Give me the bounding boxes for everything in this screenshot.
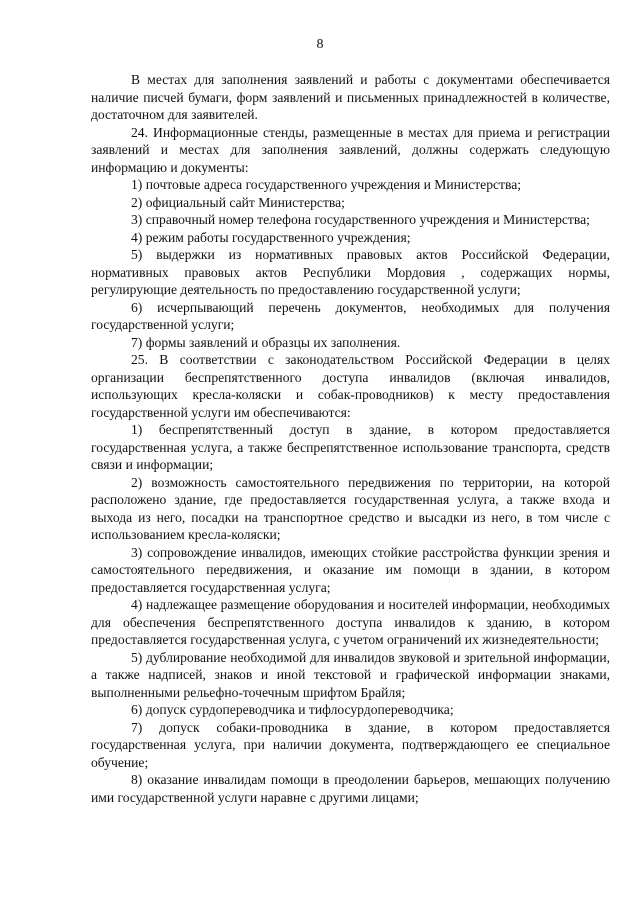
list-item: 1) почтовые адреса государственного учреждения и Министерства; <box>131 177 522 192</box>
list-item: 3) справочный номер телефона государственного учреждения и Министерства; <box>131 212 590 227</box>
list-item: 4) режим работы государственного учреждения; <box>131 229 411 245</box>
document-body <box>91 71 610 806</box>
list-item: 8) оказание инвалидам помощи в преодолении барьеров, мешающих получению ими государственной услуги наравне с другими лицами; <box>91 772 610 805</box>
list-item: 7) допуск собаки-проводника в здание, в котором предоставляется государственная услуга, при наличии документа, подтверждающего ее специальное обучение; <box>91 719 610 770</box>
page-number: 8 <box>316 37 324 52</box>
list-item: 2) возможность самостоятельного передвижения по территории, на которой расположено здание, где предоставляется государственная услуга, а также входа и выхода из него, посадки на транспортное средство и высадки из него, в том числе с использованием кресла-коляски; <box>91 474 610 542</box>
paragraph: В местах для заполнения заявлений и работы с документами обеспечивается наличие писчей бумаги, форм заявлений и письменных принадлежностей в количестве, достаточном для заявителей. <box>91 72 610 122</box>
list-item: 5) дублирование необходимой для инвалидов звуковой и зрительной информации, а также надписей, знаков и иной текстовой и графической информации знаками, выполненными рельефно-точечным шрифтом Брайля; <box>91 649 610 700</box>
list-item: 6) допуск сурдопереводчика и тифлосурдопереводчика; <box>131 702 454 717</box>
paragraph: 25. В соответствии с законодательством Российской Федерации в целях организации беспрепятственного доступа инвалидов (включая инвалидов, использующих кресла-коляски и собак-проводников) к месту предоставления государственной услуги им обеспечиваются: <box>91 352 610 420</box>
list-item: 2) официальный сайт Министерства; <box>131 194 345 210</box>
paragraph: 24. Информационные стенды, размещенные в местах для приема и регистрации заявлений и местах для заполнения заявлений, должны содержать следующую информацию и документы: <box>91 124 610 175</box>
list-item: 7) формы заявлений и образцы их заполнения. <box>131 334 401 350</box>
list-item: 5) выдержки из нормативных правовых актов Российской Федерации, нормативных правовых актов Республики Мордовия , содержащих нормы, регулирующие деятельность по предоставлению государственной услуги; <box>91 247 610 297</box>
list-item: 4) надлежащее размещение оборудования и носителей информации, необходимых для обеспечения беспрепятственного доступа инвалидов к зданию, в котором предоставляется государственная услуга, с учетом ограничений их жизнедеятельности; <box>91 597 610 647</box>
list-item: 3) сопровождение инвалидов, имеющих стойкие расстройства функции зрения и самостоятельного передвижения, и оказание им помощи в здании, в котором предоставляется государственная услуга; <box>91 544 610 595</box>
list-item: 6) исчерпывающий перечень документов, необходимых для получения государственной услуги; <box>91 299 610 332</box>
list-item: 1) беспрепятственный доступ в здание, в котором предоставляется государственная услуга, а также беспрепятственное использование транспорта, средств связи и информации; <box>91 422 610 472</box>
